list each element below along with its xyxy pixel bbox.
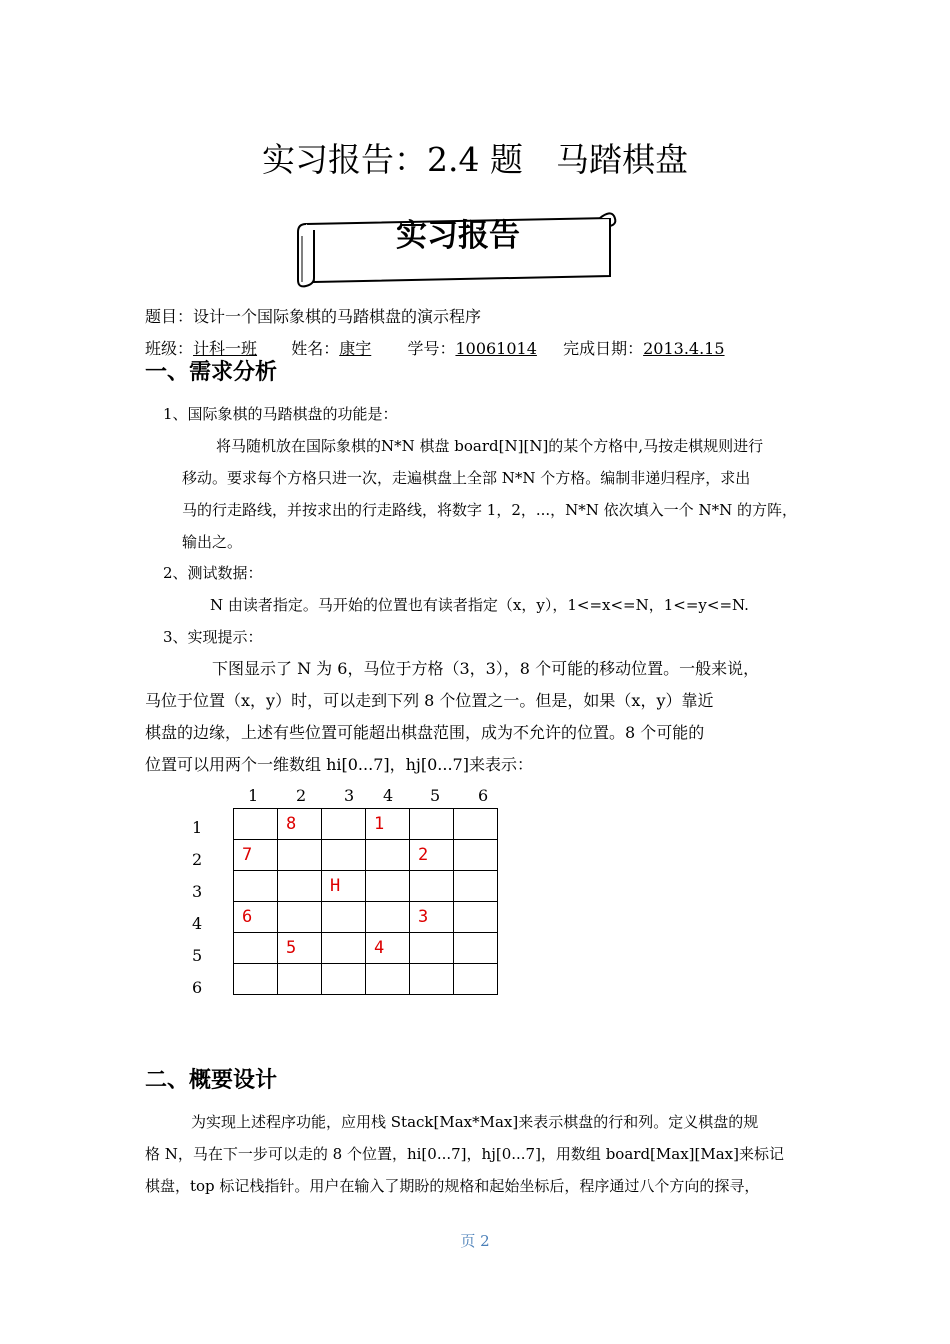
board-row (234, 809, 498, 840)
item1-line-1: 将马随机放在国际象棋的N*N 棋盘 board[N][N]的某个方格中,马按走棋规则进行 (216, 437, 764, 455)
board-cell: 4 (366, 933, 410, 964)
page-number-footer: 页 2 (460, 1232, 490, 1250)
board-cell (234, 809, 278, 840)
board-cell: 2 (410, 840, 454, 871)
board-row (234, 933, 498, 964)
board-cell: 1 (366, 809, 410, 840)
board-cell (410, 933, 454, 964)
section2-line-2: 格 N，马在下一步可以走的 8 个位置，hi[0...7]，hj[0...7]，用数组 board[Max][Max]来标记 (145, 1145, 784, 1163)
board-cell (278, 902, 322, 933)
id-value: 10061014 (455, 339, 537, 358)
board-cell (234, 964, 278, 995)
board-cell (322, 840, 366, 871)
topic-value: 设计一个国际象棋的马踏棋盘的演示程序 (193, 307, 482, 326)
board-row (234, 964, 498, 995)
board-col-label-2: 2 (296, 786, 307, 805)
board-cell (366, 902, 410, 933)
document-title: 实习报告：2.4 题 马踏棋盘 (262, 140, 688, 179)
board-row-label-3: 3 (192, 882, 203, 901)
section2-line-3: 棋盘，top 标记栈指针。用户在输入了期盼的规格和起始坐标后，程序通过八个方向的探寻， (145, 1177, 760, 1195)
item1-line-2: 移动。要求每个方格只进一次，走遍棋盘上全部 N*N 个方格。编制非递归程序，求出 (182, 469, 751, 487)
board-cell (454, 933, 498, 964)
board-cell (454, 840, 498, 871)
item3-line-3: 棋盘的边缘，上述有些位置可能超出棋盘范围，成为不允许的位置。8 个可能的 (145, 723, 705, 742)
board-cell: 8 (278, 809, 322, 840)
board-cell: 7 (234, 840, 278, 871)
class-label: 班级： (145, 339, 194, 358)
topic-line (145, 306, 481, 328)
board-col-label-6: 6 (478, 786, 489, 805)
board-cell (454, 902, 498, 933)
name-label: 姓名： (291, 339, 340, 358)
board-col-label-5: 5 (430, 786, 441, 805)
board-row-label-5: 5 (192, 946, 203, 965)
item1-line-3: 马的行走路线，并按求出的行走路线，将数字 1，2，...，N*N 依次填入一个 N*N 的方阵， (182, 501, 797, 519)
board-row (234, 871, 498, 902)
board-row-label-6: 6 (192, 978, 203, 997)
board-cell (454, 871, 498, 902)
info-line (145, 338, 725, 360)
board-cell (322, 933, 366, 964)
class-value: 计科一班 (193, 339, 258, 358)
topic-label: 题目： (145, 307, 194, 326)
board-cell: 5 (278, 933, 322, 964)
board-cell (410, 871, 454, 902)
board-col-label-4: 4 (383, 786, 394, 805)
item1-line-4: 输出之。 (182, 533, 243, 551)
section2-heading: 二、概要设计 (145, 1068, 278, 1093)
board-cell (366, 964, 410, 995)
board-cell: H (322, 871, 366, 902)
board-cell: 6 (234, 902, 278, 933)
board-cell (322, 902, 366, 933)
board-cell (410, 809, 454, 840)
board-row-label-4: 4 (192, 914, 203, 933)
section2-line-1: 为实现上述程序功能，应用栈 Stack[Max*Max]来表示棋盘的行和列。定义棋盘的规 (191, 1113, 759, 1131)
item2-heading: 2、测试数据： (163, 564, 263, 582)
board-cell (454, 964, 498, 995)
board-cell (234, 933, 278, 964)
board-col-label-1: 1 (248, 786, 259, 805)
date-label: 完成日期： (563, 339, 644, 358)
date-value: 2013.4.15 (643, 339, 725, 358)
board-cell: 3 (410, 902, 454, 933)
board-cell (366, 840, 410, 871)
board-col-label-3: 3 (344, 786, 355, 805)
board-cell (278, 964, 322, 995)
board-cell (410, 964, 454, 995)
item2-line: N 由读者指定。马开始的位置也有读者指定（x，y），1<=x<=N，1<=y<=N. (210, 596, 749, 614)
banner-title: 实习报告 (396, 218, 520, 254)
item3-line-2: 马位于位置（x，y）时，可以走到下列 8 个位置之一。但是，如果（x，y）靠近 (145, 691, 714, 710)
item3-heading: 3、实现提示： (163, 628, 263, 646)
board-cell (278, 840, 322, 871)
board-cell (278, 871, 322, 902)
board-cell (322, 809, 366, 840)
chessboard-grid (233, 808, 498, 995)
board-cell (234, 871, 278, 902)
id-label: 学号： (407, 339, 456, 358)
name-value: 康宇 (339, 339, 372, 358)
board-cell (322, 964, 366, 995)
section1-heading: 一、需求分析 (145, 360, 278, 385)
board-row-label-1: 1 (192, 818, 203, 837)
board-row-label-2: 2 (192, 850, 203, 869)
board-row (234, 902, 498, 933)
item3-line-4: 位置可以用两个一维数组 hi[0...7]，hj[0...7]来表示： (145, 755, 533, 774)
board-row (234, 840, 498, 871)
board-cell (366, 871, 410, 902)
item3-line-1: 下图显示了 N 为 6，马位于方格（3，3），8 个可能的移动位置。一般来说， (212, 659, 760, 678)
item1-heading: 1、国际象棋的马踏棋盘的功能是： (163, 405, 398, 423)
board-cell (454, 809, 498, 840)
